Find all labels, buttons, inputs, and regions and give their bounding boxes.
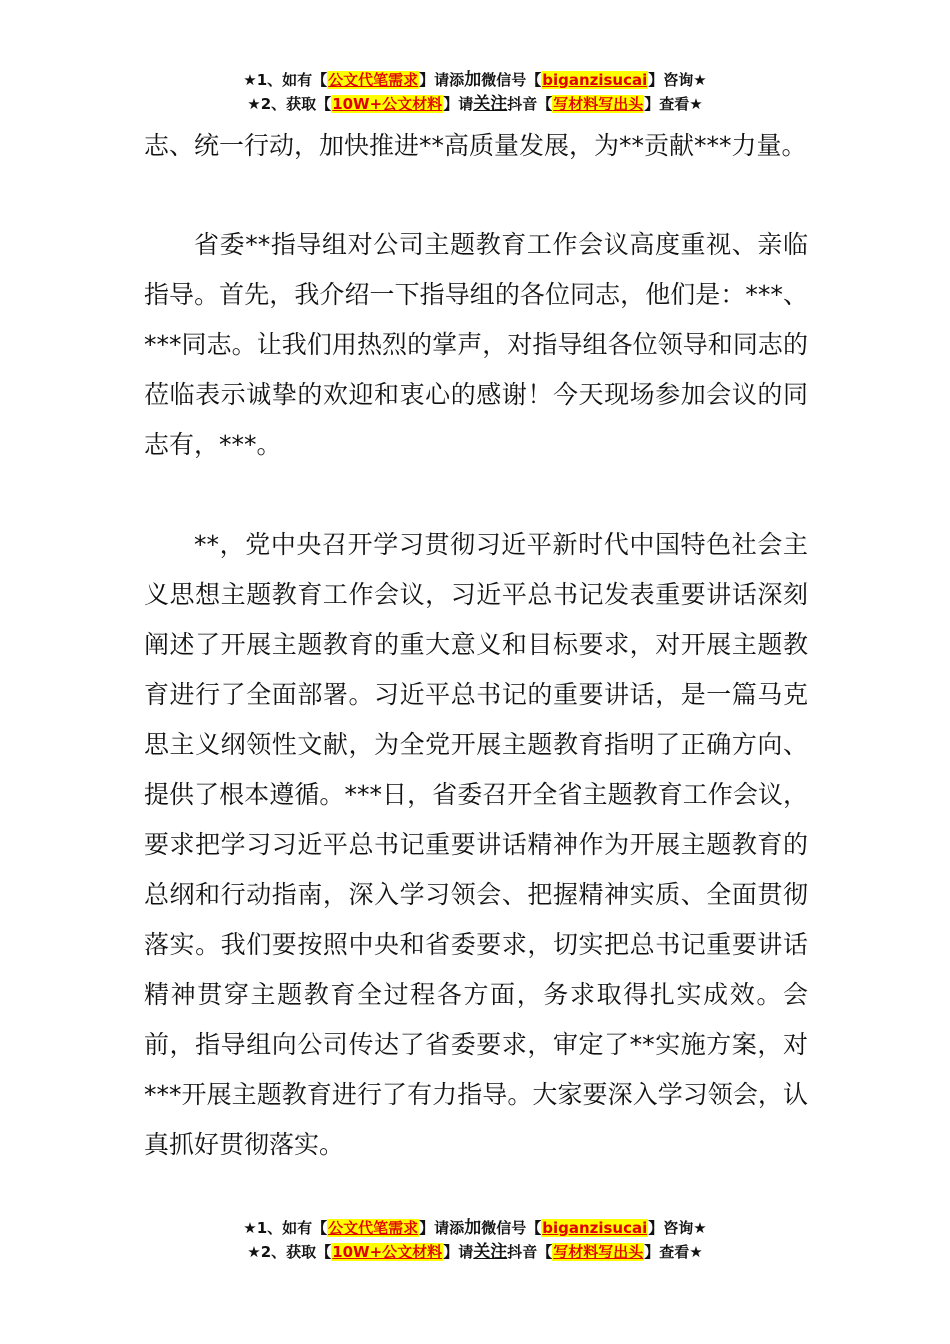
banner-line1-emphasis: 加 [464,70,482,90]
banner-line-1 [0,68,950,92]
footer-line2-mid2: 抖音【 [507,1243,553,1261]
footer-line1-mid1: 】请添 [419,1219,465,1237]
footer-line2-emphasis: 关注 [473,1242,508,1262]
footer-banner [0,1216,950,1264]
footer-line2-suffix: 】查看★ [644,1243,703,1261]
banner-highlight-service: 公文代笔需求 [328,71,419,89]
footer-banner-line-2 [0,1240,950,1264]
footer-line1-mid2: 微信号【 [481,1219,542,1237]
banner-highlight-wechat-id: biganzisucai [542,71,648,89]
footer-line1-prefix: ★1、如有【 [243,1219,328,1237]
banner-line1-mid1: 】请添 [419,71,465,89]
header-banner [0,68,950,116]
paragraph-continuation: 志、统一行动，加快推进**高质量发展，为**贡献***力量。 [144,131,807,160]
footer-highlight-service: 公文代笔需求 [328,1219,419,1237]
paragraph-central-meeting: **，党中央召开学习贯彻习近平新时代中国特色社会主义思想主题教育工作会议，习近平总书记发表重要讲话深刻阐述了开展主题教育的重大意义和目标要求，对开展主题教育进行了全面部署。习近平总书记的重要讲话，是一篇马克思主义纲领性文献，为全党开展主题教育指明了正确方向、提供了根本遵循。***日，省委召开全省主题教育工作会议，要求把学习习近平总书记重要讲话精神作为开展主题教育的总纲和行动指南，深入学习领会、把握精神实质、全面贯彻落实。我们要按照中央和省委要求，切实把总书记重要讲话精神贯穿主题教育全过程各方面，务求取得扎实成效。会前，指导组向公司传达了省委要求，审定了**实施方案，对***开展主题教育进行了有力指导。大家要深入学习领会，认真抓好贯彻落实。 [144,530,808,1159]
footer-line2-mid1: 】请 [443,1243,474,1261]
footer-highlight-materials: 10W+公文材料 [332,1243,443,1261]
paragraph-guidance-group-intro: 省委**指导组对公司主题教育工作会议高度重视、亲临指导。首先，我介绍一下指导组的各位同志，他们是：***、***同志。让我们用热烈的掌声，对指导组各位领导和同志的莅临表示诚挚的欢迎和衷心的感谢！今天现场参加会议的同志有，***。 [144,230,808,459]
banner-line2-emphasis: 关注 [473,94,508,114]
banner-line2-mid1: 】请 [443,95,474,113]
footer-highlight-douyin: 写材料写出头 [553,1243,644,1261]
banner-line1-prefix: ★1、如有【 [243,71,328,89]
footer-line1-suffix: 】咨询★ [648,1219,707,1237]
banner-line2-prefix: ★2、获取【 [247,95,332,113]
footer-line2-prefix: ★2、获取【 [247,1243,332,1261]
banner-line-2 [0,92,950,116]
banner-line1-mid2: 微信号【 [481,71,542,89]
footer-banner-line-1 [0,1216,950,1240]
banner-line2-mid2: 抖音【 [507,95,553,113]
footer-line1-emphasis: 加 [464,1218,482,1238]
banner-highlight-materials: 10W+公文材料 [332,95,443,113]
banner-highlight-douyin: 写材料写出头 [553,95,644,113]
footer-highlight-wechat-id: biganzisucai [542,1219,648,1237]
banner-line1-suffix: 】咨询★ [648,71,707,89]
banner-line2-suffix: 】查看★ [644,95,703,113]
